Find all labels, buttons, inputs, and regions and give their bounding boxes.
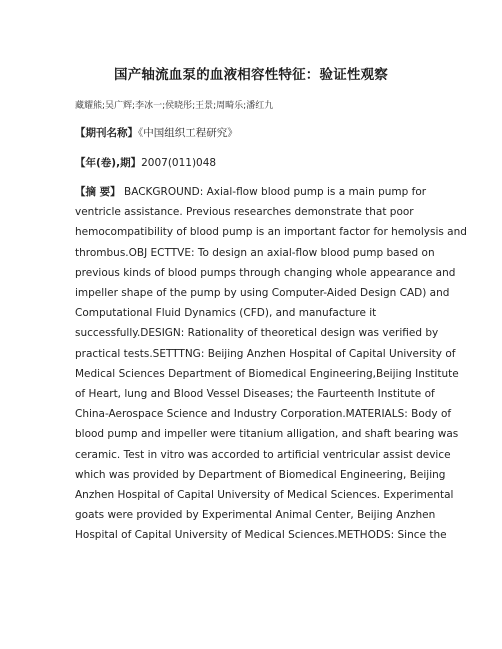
abstract-line: thrombus.OBJ ECTTVE: To design an axial-flow blood pump based on bbox=[75, 246, 435, 259]
abstract-line: practical tests.SETTTNG: Beijing Anzhen Hospital of Capital University of bbox=[75, 347, 456, 360]
abstract-line: previous kinds of blood pumps through changing whole appearance and bbox=[75, 266, 456, 279]
abstract-line: Hospital of Capital University of Medical Sciences.METHODS: Since the bbox=[75, 529, 447, 542]
abstract-line: Anzhen Hospital of Capital University of Medical Sciences. Experimental bbox=[75, 489, 454, 502]
abstract-line: of Heart, lung and Blood Vessel Diseases; the Faurteenth Institute of bbox=[75, 388, 435, 401]
abstract-text: BACKGROUND: Axial-flow blood pump is a main pump for bbox=[124, 186, 427, 198]
journal-label: 【期刊名称】 bbox=[75, 127, 138, 139]
issue-label: 【年(卷),期】 bbox=[75, 157, 142, 169]
abstract-line: ceramic. Test in vitro was accorded to artificial ventricular assist device bbox=[75, 448, 451, 461]
abstract-label: 【摘 要】 bbox=[75, 186, 121, 198]
abstract-line: Medical Sciences Department of Biomedical Engineering,Beijing Institute bbox=[75, 367, 459, 380]
issue-line bbox=[75, 155, 216, 170]
journal-line bbox=[75, 125, 238, 140]
abstract-line bbox=[75, 182, 435, 202]
abstract-line: goats were provided by Experimental Animal Center, Beijing Anzhen bbox=[75, 509, 436, 522]
journal-name: 《中国组织工程研究》 bbox=[138, 127, 238, 139]
issue-value: 2007(011)048 bbox=[141, 157, 217, 169]
abstract bbox=[75, 182, 467, 546]
abstract-line: ventricle assistance. Previous researches demonstrate that poor bbox=[75, 206, 414, 219]
abstract-line: impeller shape of the pump by using Computer-Aided Design CAD) and bbox=[75, 287, 450, 300]
author-list: 藏耀熊;吴广辉;李冰一;侯晓彤;王景;周畸乐;潘红九 bbox=[75, 101, 274, 111]
abstract-line: hemocompatibility of blood pump is an important factor for hemolysis and bbox=[75, 226, 467, 239]
abstract-line: blood pump and impeller were titanium alligation, and shaft bearing was bbox=[75, 428, 459, 441]
abstract-line: China-Aerospace Science and Industry Corporation.MATERIALS: Body of bbox=[75, 408, 452, 421]
abstract-line: successfully.DESIGN: Rationality of theoretical design was verified by bbox=[75, 327, 439, 340]
abstract-line: which was provided by Department of Biomedical Engineering, Beijing bbox=[75, 468, 446, 481]
paper-title: 国产轴流血泵的血液相容性特征：验证性观察 bbox=[114, 67, 388, 83]
abstract-line: Computational Fluid Dynamics (CFD), and manufacture it bbox=[75, 307, 377, 320]
